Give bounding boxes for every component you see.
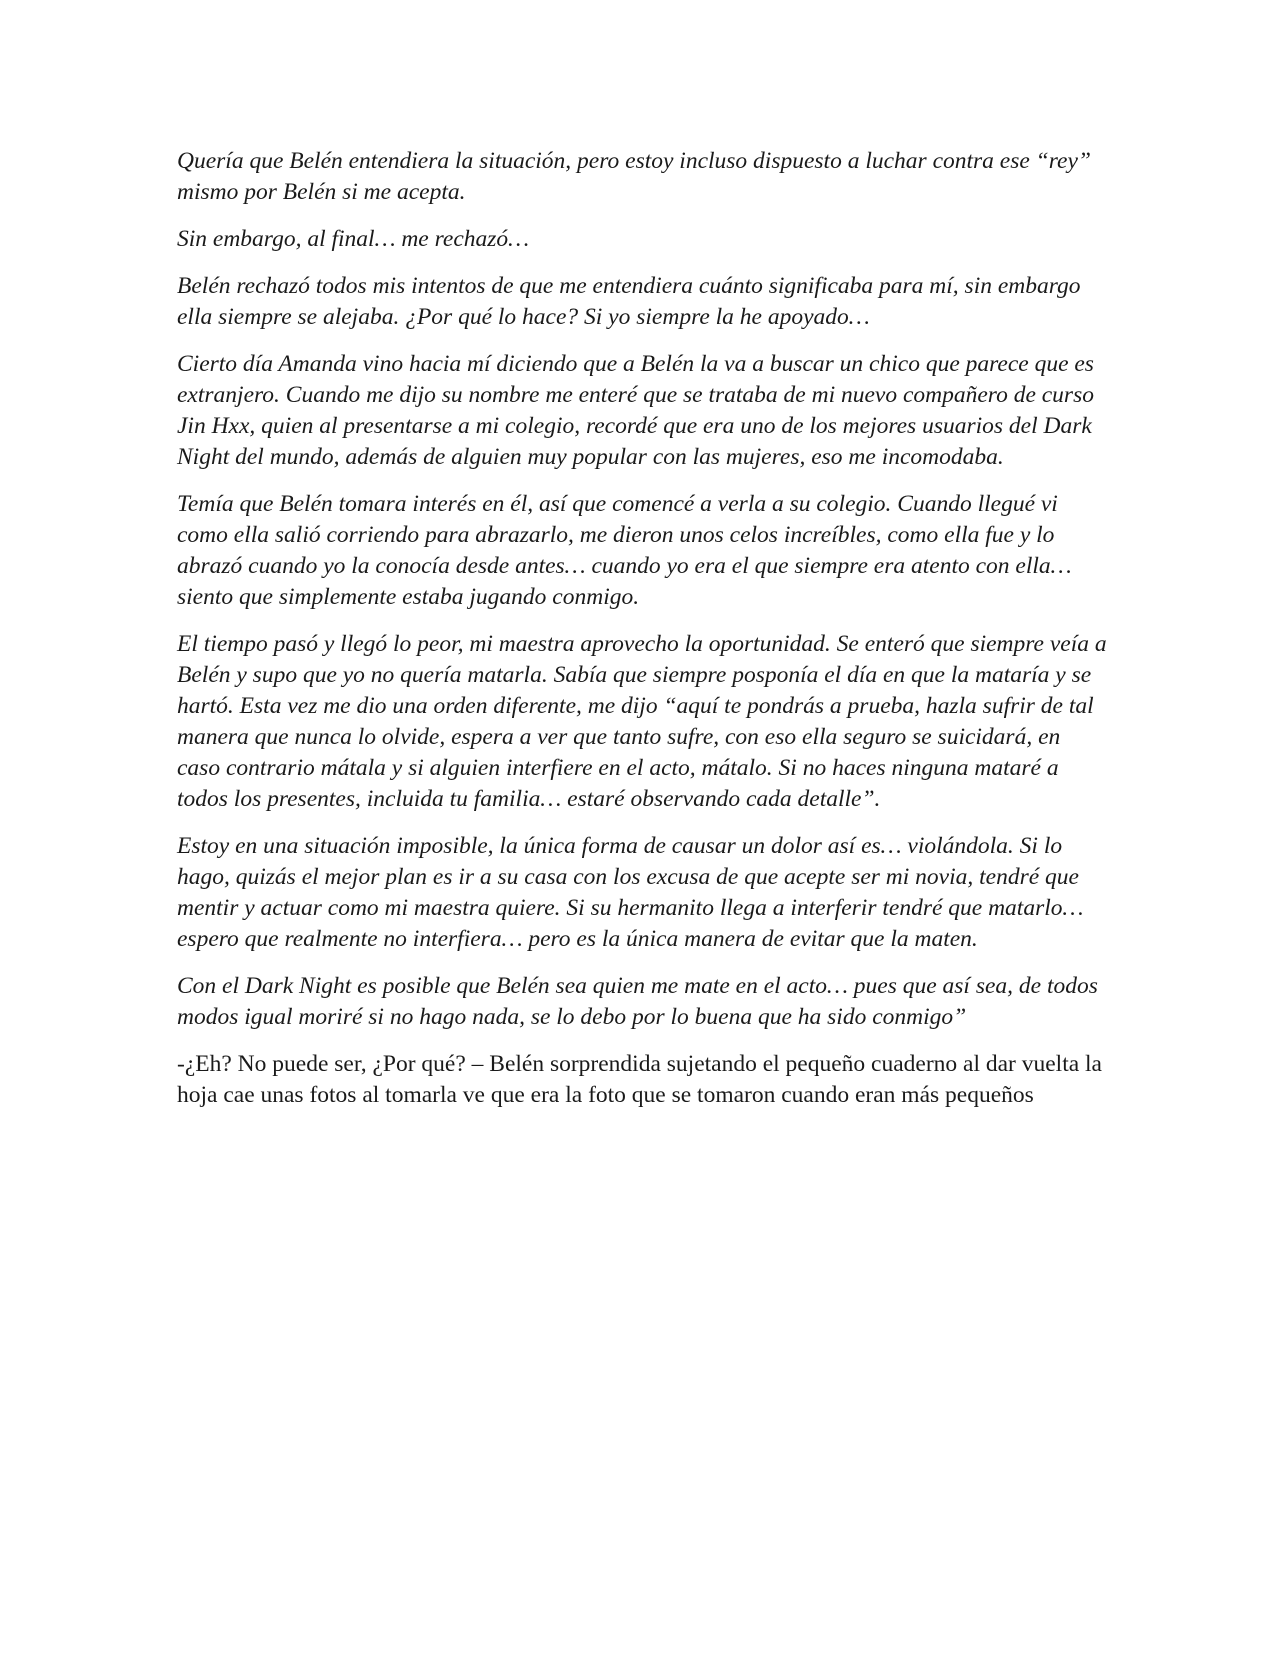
paragraph-2: Sin embargo, al final… me rechazó…	[177, 226, 530, 252]
paragraph-9: -¿Eh? No puede ser, ¿Por qué? – Belén sorprendida sujetando el pequeño cuaderno al dar vuelta la hoja cae unas fotos al tomarla ve que era la foto que se tomaron cuando eran más pequeños	[177, 1051, 1102, 1108]
paragraph-1: Quería que Belén entendiera la situación, pero estoy incluso dispuesto a luchar contra ese “rey” mismo por Belén si me acepta.	[177, 148, 1091, 205]
paragraph-5: Temía que Belén tomara interés en él, así que comencé a verla a su colegio. Cuando llegué vi como ella salió corriendo para abrazarlo, me dieron unos celos increíbles, como ella fue y lo abrazó cuando yo la conocía desde antes… cuando yo era el que siempre era atento con ella… siento que simplemente estaba jugando conmigo.	[177, 491, 1072, 610]
paragraph-4: Cierto día Amanda vino hacia mí diciendo que a Belén la va a buscar un chico que parece que es extranjero. Cuando me dijo su nombre me enteré que se trataba de mi nuevo compañero de curso Jin Hxx, quien al presentarse a mi colegio, recordé que era uno de los mejores usuarios del Dark Night del mundo, además de alguien muy popular con las mujeres, eso me incomodaba.	[177, 351, 1094, 470]
paragraph-6: El tiempo pasó y llegó lo peor, mi maestra aprovecho la oportunidad. Se enteró que siempre veía a Belén y supo que yo no quería matarla. Sabía que siempre posponía el día en que la mataría y se hartó. Esta vez me dio una orden diferente, me dijo “aquí te pondrás a prueba, hazla sufrir de tal manera que nunca lo olvide, espera a ver que tanto sufre, con eso ella seguro se suicidará, en caso contrario mátala y si alguien interfiere en el acto, mátalo. Si no haces ninguna mataré a todos los presentes, incluida tu familia… estaré observando cada detalle”.	[177, 631, 1107, 812]
paragraph-3: Belén rechazó todos mis intentos de que me entendiera cuánto significaba para mí, sin embargo ella siempre se alejaba. ¿Por qué lo hace? Si yo siempre la he apoyado…	[177, 273, 1081, 330]
paragraph-8: Con el Dark Night es posible que Belén sea quien me mate en el acto… pues que así sea, de todos modos igual moriré si no hago nada, se lo debo por lo buena que ha sido conmigo”	[177, 973, 1098, 1030]
paragraph-7: Estoy en una situación imposible, la única forma de causar un dolor así es… violándola. Si lo hago, quizás el mejor plan es ir a su casa con los excusa de que acepte ser mi novia, tendré que mentir y actuar como mi maestra quiere. Si su hermanito llega a interferir tendré que matarlo… espero que realmente no interfiera… pero es la única manera de evitar que la maten.	[177, 833, 1084, 952]
document-body	[177, 146, 1107, 1127]
